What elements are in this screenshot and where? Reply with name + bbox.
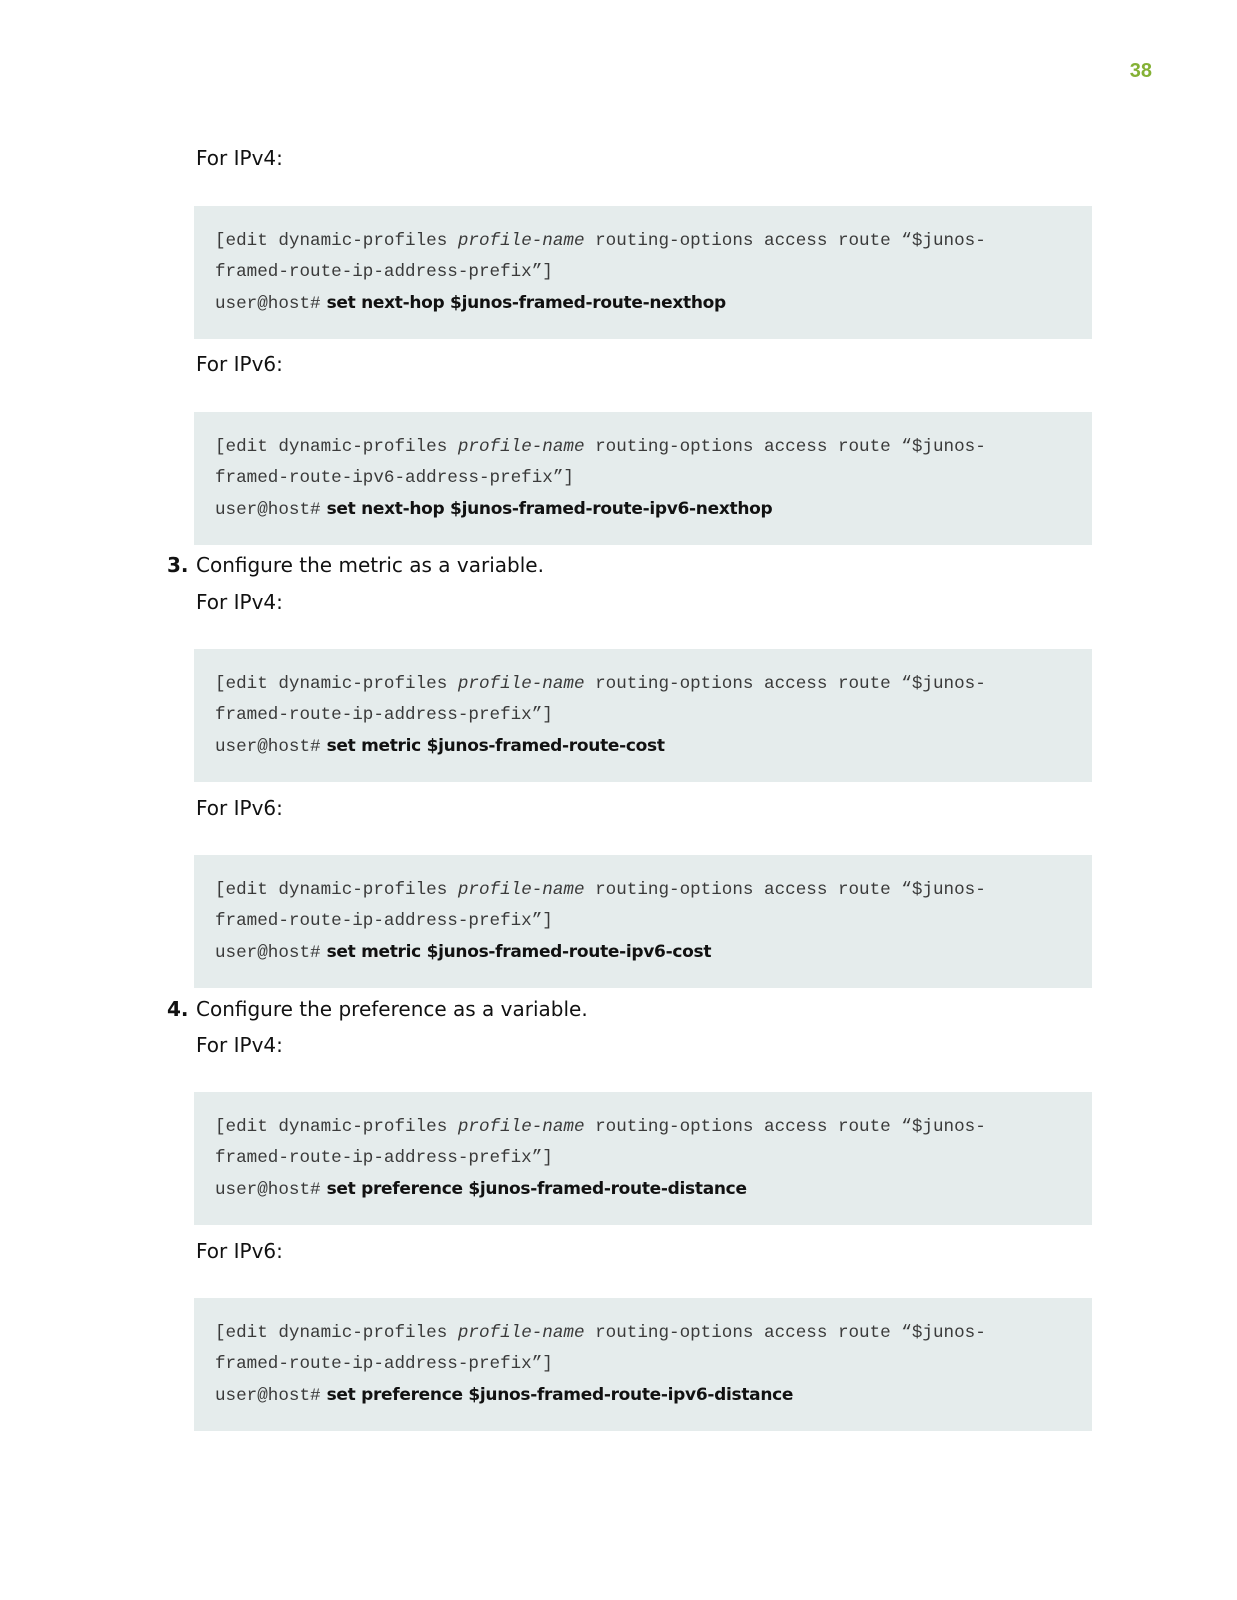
page-number: 38 bbox=[1129, 60, 1152, 82]
code-text: routing-options access route “$junos- bbox=[584, 437, 986, 457]
code-line-1 bbox=[215, 875, 1072, 906]
code-block bbox=[194, 1298, 1092, 1431]
code-line-3 bbox=[215, 731, 1072, 763]
code-text: routing-options access route “$junos- bbox=[584, 231, 986, 251]
step-4 bbox=[167, 997, 588, 1021]
profile-name-variable: profile-name bbox=[457, 1323, 585, 1343]
step-3 bbox=[167, 553, 544, 577]
code-block bbox=[194, 412, 1092, 545]
step-number: 4. bbox=[167, 997, 189, 1021]
section-label-ipv4: For IPv4: bbox=[196, 146, 283, 170]
prompt: user@host# bbox=[215, 500, 321, 520]
step-number: 3. bbox=[167, 553, 189, 577]
code-block bbox=[194, 1092, 1092, 1225]
profile-name-variable: profile-name bbox=[457, 674, 585, 694]
code-line-2: framed-route-ip-address-prefix”] bbox=[215, 1354, 553, 1374]
prompt: user@host# bbox=[215, 1386, 321, 1406]
code-line-2: framed-route-ip-address-prefix”] bbox=[215, 1148, 553, 1168]
code-line-1 bbox=[215, 226, 1072, 257]
code-text: [edit dynamic-profiles bbox=[215, 231, 458, 251]
profile-name-variable: profile-name bbox=[457, 880, 585, 900]
code-block bbox=[194, 855, 1092, 988]
code-block bbox=[194, 649, 1092, 782]
code-text: [edit dynamic-profiles bbox=[215, 880, 458, 900]
step-text: Configure the metric as a variable. bbox=[196, 553, 544, 577]
code-text: routing-options access route “$junos- bbox=[584, 674, 986, 694]
command: set metric $junos-framed-route-cost bbox=[326, 736, 665, 756]
code-text: [edit dynamic-profiles bbox=[215, 1323, 458, 1343]
section-label-ipv4: For IPv4: bbox=[196, 1033, 283, 1057]
code-line-2: framed-route-ip-address-prefix”] bbox=[215, 911, 553, 931]
code-line-3 bbox=[215, 1380, 1072, 1412]
code-line-2: framed-route-ipv6-address-prefix”] bbox=[215, 468, 574, 488]
section-label-ipv6: For IPv6: bbox=[196, 1239, 283, 1263]
prompt: user@host# bbox=[215, 943, 321, 963]
code-line-3 bbox=[215, 1174, 1072, 1206]
command: set metric $junos-framed-route-ipv6-cost bbox=[326, 942, 712, 962]
step-text: Configure the preference as a variable. bbox=[196, 997, 588, 1021]
code-block bbox=[194, 206, 1092, 339]
profile-name-variable: profile-name bbox=[457, 437, 585, 457]
command: set preference $junos-framed-route-ipv6-distance bbox=[326, 1385, 794, 1405]
code-text: [edit dynamic-profiles bbox=[215, 1117, 458, 1137]
code-text: routing-options access route “$junos- bbox=[584, 1323, 986, 1343]
code-text: routing-options access route “$junos- bbox=[584, 1117, 986, 1137]
code-line-1 bbox=[215, 1318, 1072, 1349]
command: set preference $junos-framed-route-distance bbox=[326, 1179, 747, 1199]
section-label-ipv6: For IPv6: bbox=[196, 796, 283, 820]
section-label-ipv4: For IPv4: bbox=[196, 590, 283, 614]
command: set next-hop $junos-framed-route-nexthop bbox=[326, 293, 726, 313]
prompt: user@host# bbox=[215, 294, 321, 314]
command: set next-hop $junos-framed-route-ipv6-nexthop bbox=[326, 499, 773, 519]
profile-name-variable: profile-name bbox=[457, 1117, 585, 1137]
code-line-3 bbox=[215, 288, 1072, 320]
code-line-2: framed-route-ip-address-prefix”] bbox=[215, 262, 553, 282]
prompt: user@host# bbox=[215, 1180, 321, 1200]
section-label-ipv6: For IPv6: bbox=[196, 352, 283, 376]
code-line-1 bbox=[215, 1112, 1072, 1143]
code-text: [edit dynamic-profiles bbox=[215, 674, 458, 694]
code-line-1 bbox=[215, 432, 1072, 463]
prompt: user@host# bbox=[215, 737, 321, 757]
code-text: [edit dynamic-profiles bbox=[215, 437, 458, 457]
code-line-3 bbox=[215, 494, 1072, 526]
code-line-3 bbox=[215, 937, 1072, 969]
code-text: routing-options access route “$junos- bbox=[584, 880, 986, 900]
code-line-1 bbox=[215, 669, 1072, 700]
code-line-2: framed-route-ip-address-prefix”] bbox=[215, 705, 553, 725]
profile-name-variable: profile-name bbox=[457, 231, 585, 251]
